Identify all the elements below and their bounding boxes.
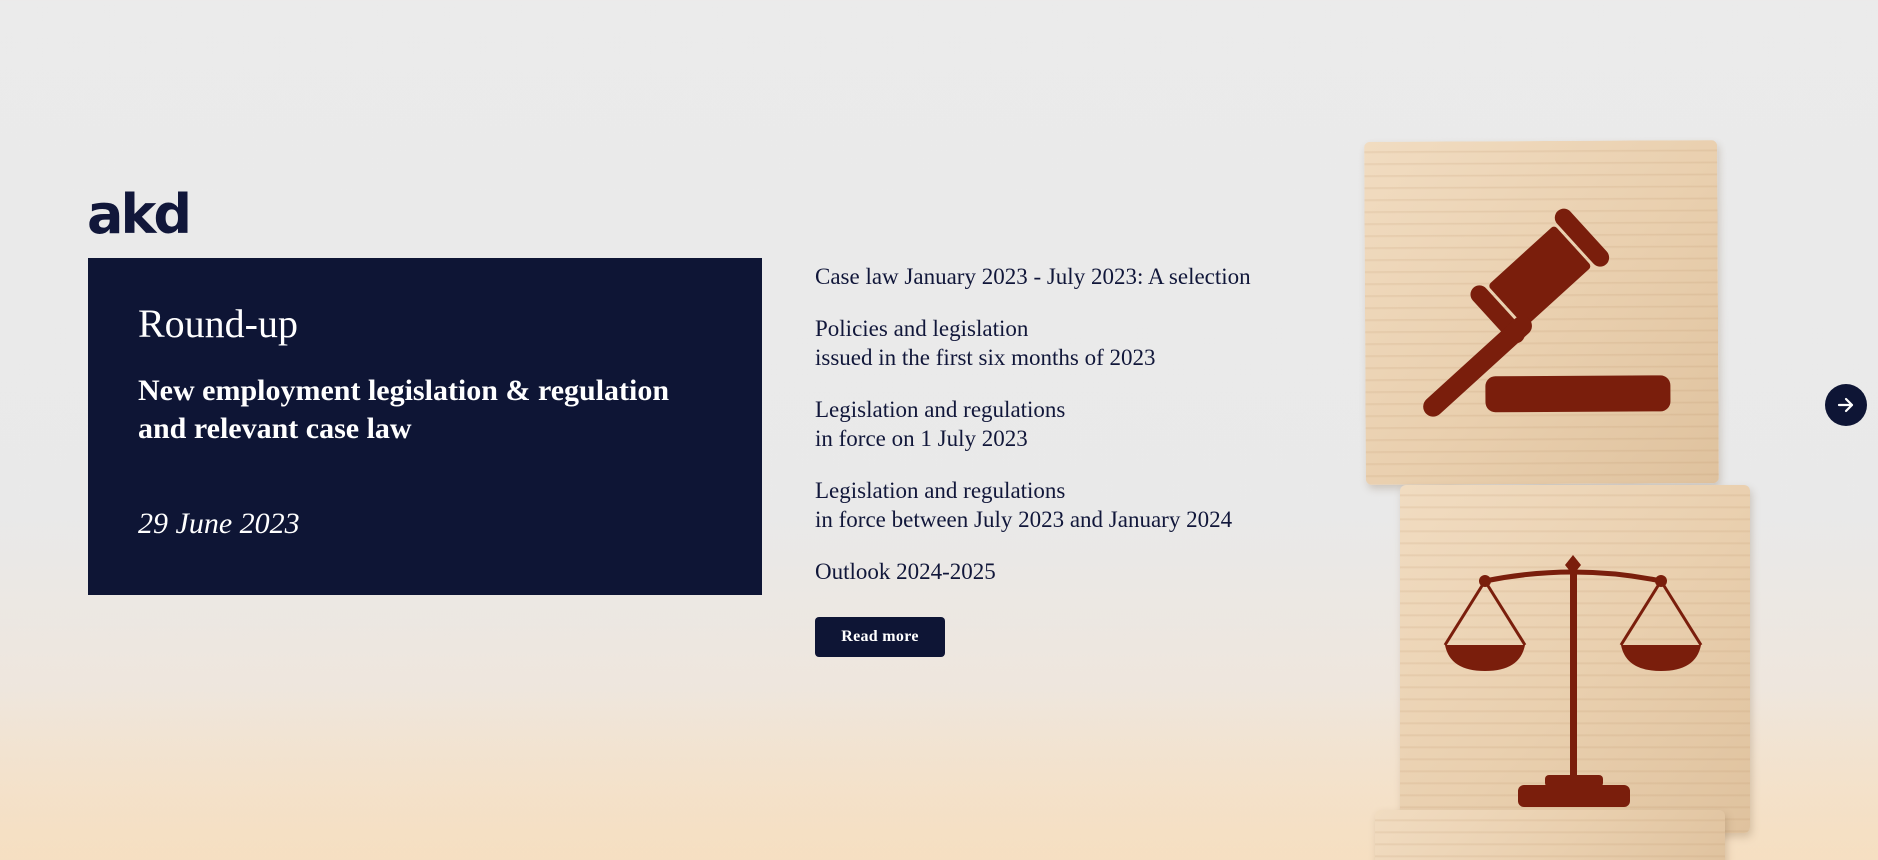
topic-line: issued in the first six months of 2023 — [815, 345, 1156, 370]
topics-list — [815, 262, 1355, 609]
topic-line: in force between July 2023 and January 2024 — [815, 507, 1233, 532]
topic-line: Outlook 2024-2025 — [815, 559, 996, 584]
carousel-next-button[interactable] — [1825, 384, 1867, 426]
hero-title: Round-up — [138, 301, 298, 346]
topic-item — [815, 476, 1355, 534]
topic-line: Legislation and regulations — [815, 397, 1066, 422]
topic-item — [815, 557, 1355, 586]
topic-item — [815, 314, 1355, 372]
hero-panel — [88, 258, 762, 595]
topic-item — [815, 262, 1355, 291]
topic-line: Policies and legislation — [815, 316, 1029, 341]
akd-logo[interactable]: akd — [87, 183, 190, 246]
scales-icon — [1400, 485, 1750, 833]
hero-subtitle: New employment legislation & regulation and relevant case law — [138, 374, 670, 446]
topic-line: Legislation and regulations — [815, 478, 1066, 503]
read-more-button[interactable]: Read more — [815, 617, 945, 657]
topic-line: Case law January 2023 - July 2023: A selection — [815, 264, 1251, 289]
wooden-block-image — [1375, 810, 1725, 860]
topic-line: in force on 1 July 2023 — [815, 426, 1028, 451]
scales-block-image — [1400, 485, 1750, 833]
gavel-block-image — [1364, 140, 1719, 485]
gavel-icon — [1364, 140, 1719, 485]
topic-item — [815, 395, 1355, 453]
arrow-right-icon — [1835, 394, 1857, 416]
hero-date: 29 June 2023 — [138, 507, 300, 540]
